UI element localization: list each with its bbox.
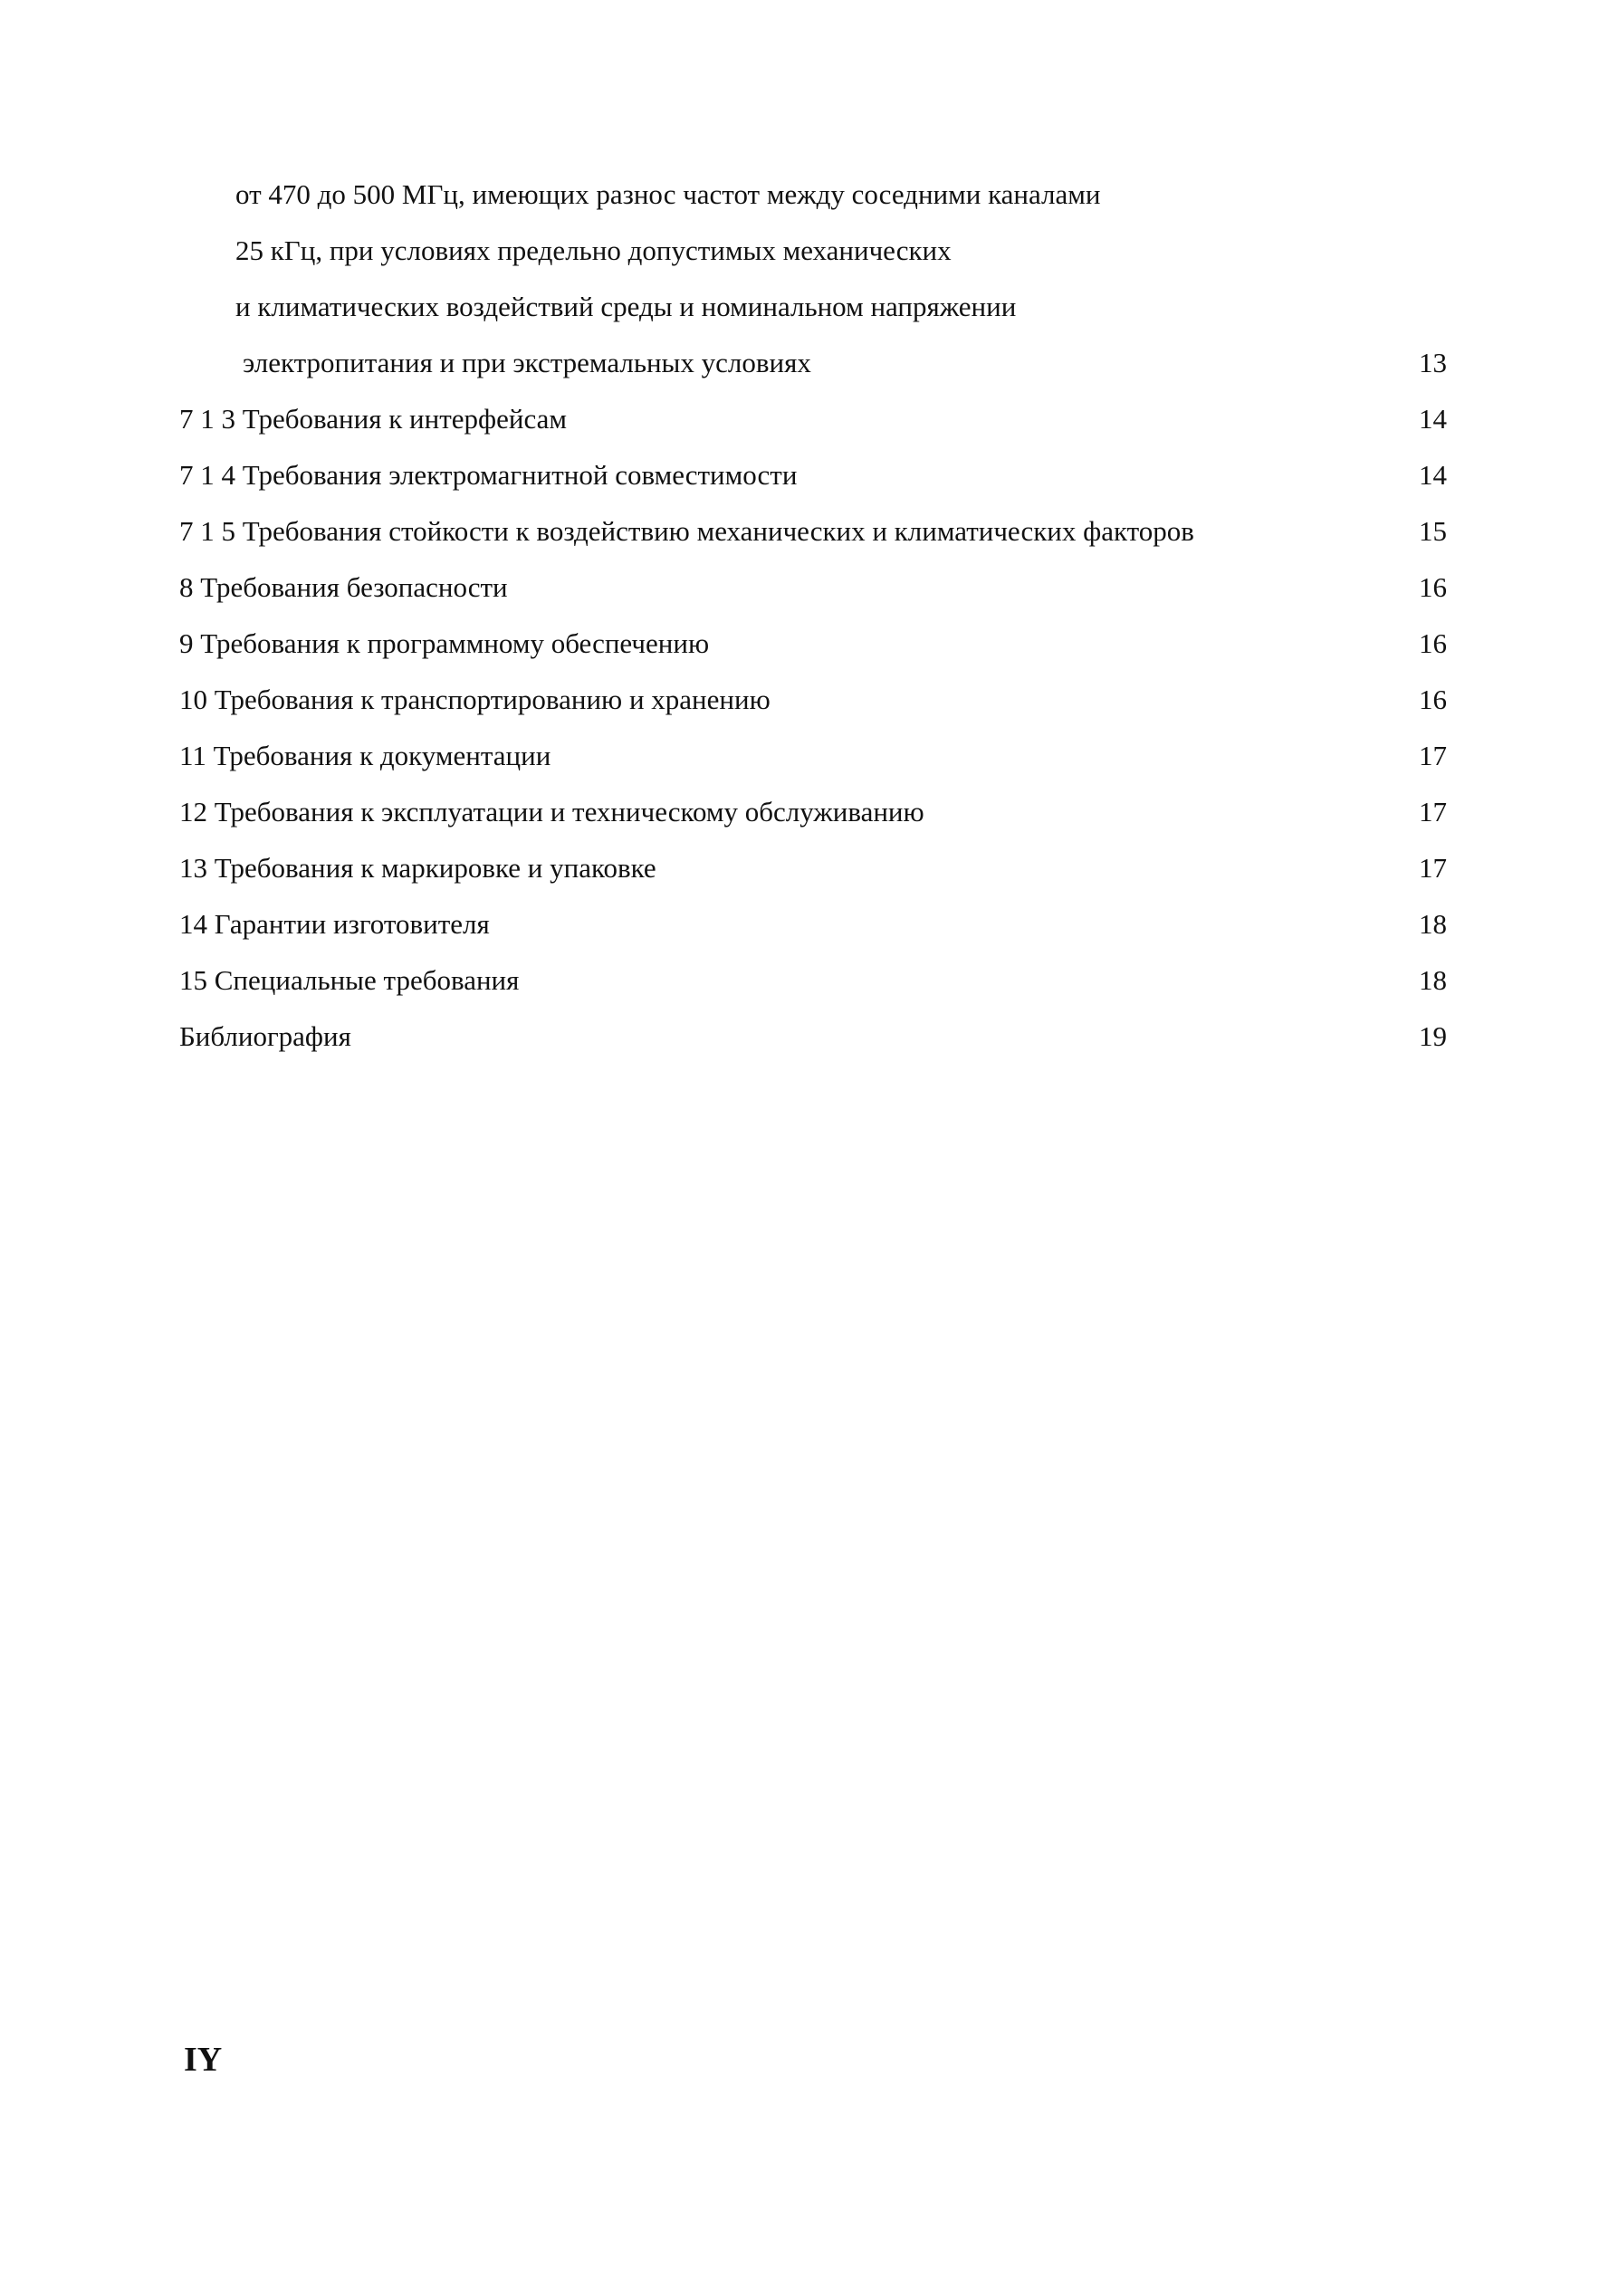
toc-page-number: 13 — [1419, 347, 1447, 378]
toc-entry — [179, 840, 1447, 896]
toc-page-number: 16 — [1419, 627, 1447, 659]
toc-entry-title: 7 1 4 Требования электромагнитной совместимости — [179, 459, 798, 491]
toc-page-number: 14 — [1419, 403, 1447, 435]
toc-entry-title: 7 1 3 Требования к интерфейсам — [179, 403, 567, 435]
toc-page-number: 17 — [1419, 740, 1447, 771]
toc-page-number: 18 — [1419, 964, 1447, 996]
toc-entry-title: 12 Требования к эксплуатации и техническому обслуживанию — [179, 796, 924, 828]
toc-entry — [179, 616, 1447, 672]
toc-entry — [179, 952, 1447, 1009]
toc-entry-title: 11 Требования к документации — [179, 740, 551, 771]
toc-entry-title: 7 1 5 Требования стойкости к воздействию механических и климатических факторов — [179, 515, 1194, 547]
toc-continuation-text: от 470 до 500 МГц, имеющих разнос частот между соседними каналами — [235, 178, 1101, 210]
toc-continuation-text: и климатических воздействий среды и номинальном напряжении — [235, 291, 1017, 322]
toc-continuation-text: 25 кГц, при условиях предельно допустимых механических — [235, 234, 952, 266]
toc-continuation-text: электропитания и при экстремальных условиях — [243, 347, 811, 378]
toc-page-number: 16 — [1419, 684, 1447, 715]
toc-continuation-line — [179, 279, 1447, 335]
page-folio: IY — [184, 2041, 223, 2079]
toc-entry-title: 9 Требования к программному обеспечению — [179, 627, 710, 659]
toc-entry — [179, 672, 1447, 728]
toc-entry-title: 14 Гарантии изготовителя — [179, 908, 490, 940]
toc-page-number: 19 — [1419, 1020, 1447, 1052]
toc-entry — [179, 728, 1447, 784]
toc-page-number: 14 — [1419, 459, 1447, 491]
toc-page-number: 17 — [1419, 796, 1447, 828]
toc-page-number: 16 — [1419, 571, 1447, 603]
toc-entry-title: Библиография — [179, 1020, 351, 1052]
toc-entry — [179, 784, 1447, 840]
toc-continuation-line — [179, 223, 1447, 279]
toc-entry — [179, 447, 1447, 503]
toc-entry-title: 15 Специальные требования — [179, 964, 520, 996]
toc-page-number: 15 — [1419, 515, 1447, 547]
toc-continuation-line — [179, 167, 1447, 223]
toc-continuation-line — [179, 335, 1447, 391]
toc-page-number: 18 — [1419, 908, 1447, 940]
toc-entry — [179, 1009, 1447, 1065]
toc-entry-title: 13 Требования к маркировке и упаковке — [179, 852, 656, 884]
toc-entry — [179, 391, 1447, 447]
toc-entry — [179, 896, 1447, 952]
toc-page-number: 17 — [1419, 852, 1447, 884]
toc-entry — [179, 560, 1447, 616]
toc-entry — [179, 503, 1447, 560]
table-of-contents — [179, 167, 1447, 1065]
toc-entry-title: 10 Требования к транспортированию и хранению — [179, 684, 771, 715]
toc-entry-title: 8 Требования безопасности — [179, 571, 508, 603]
